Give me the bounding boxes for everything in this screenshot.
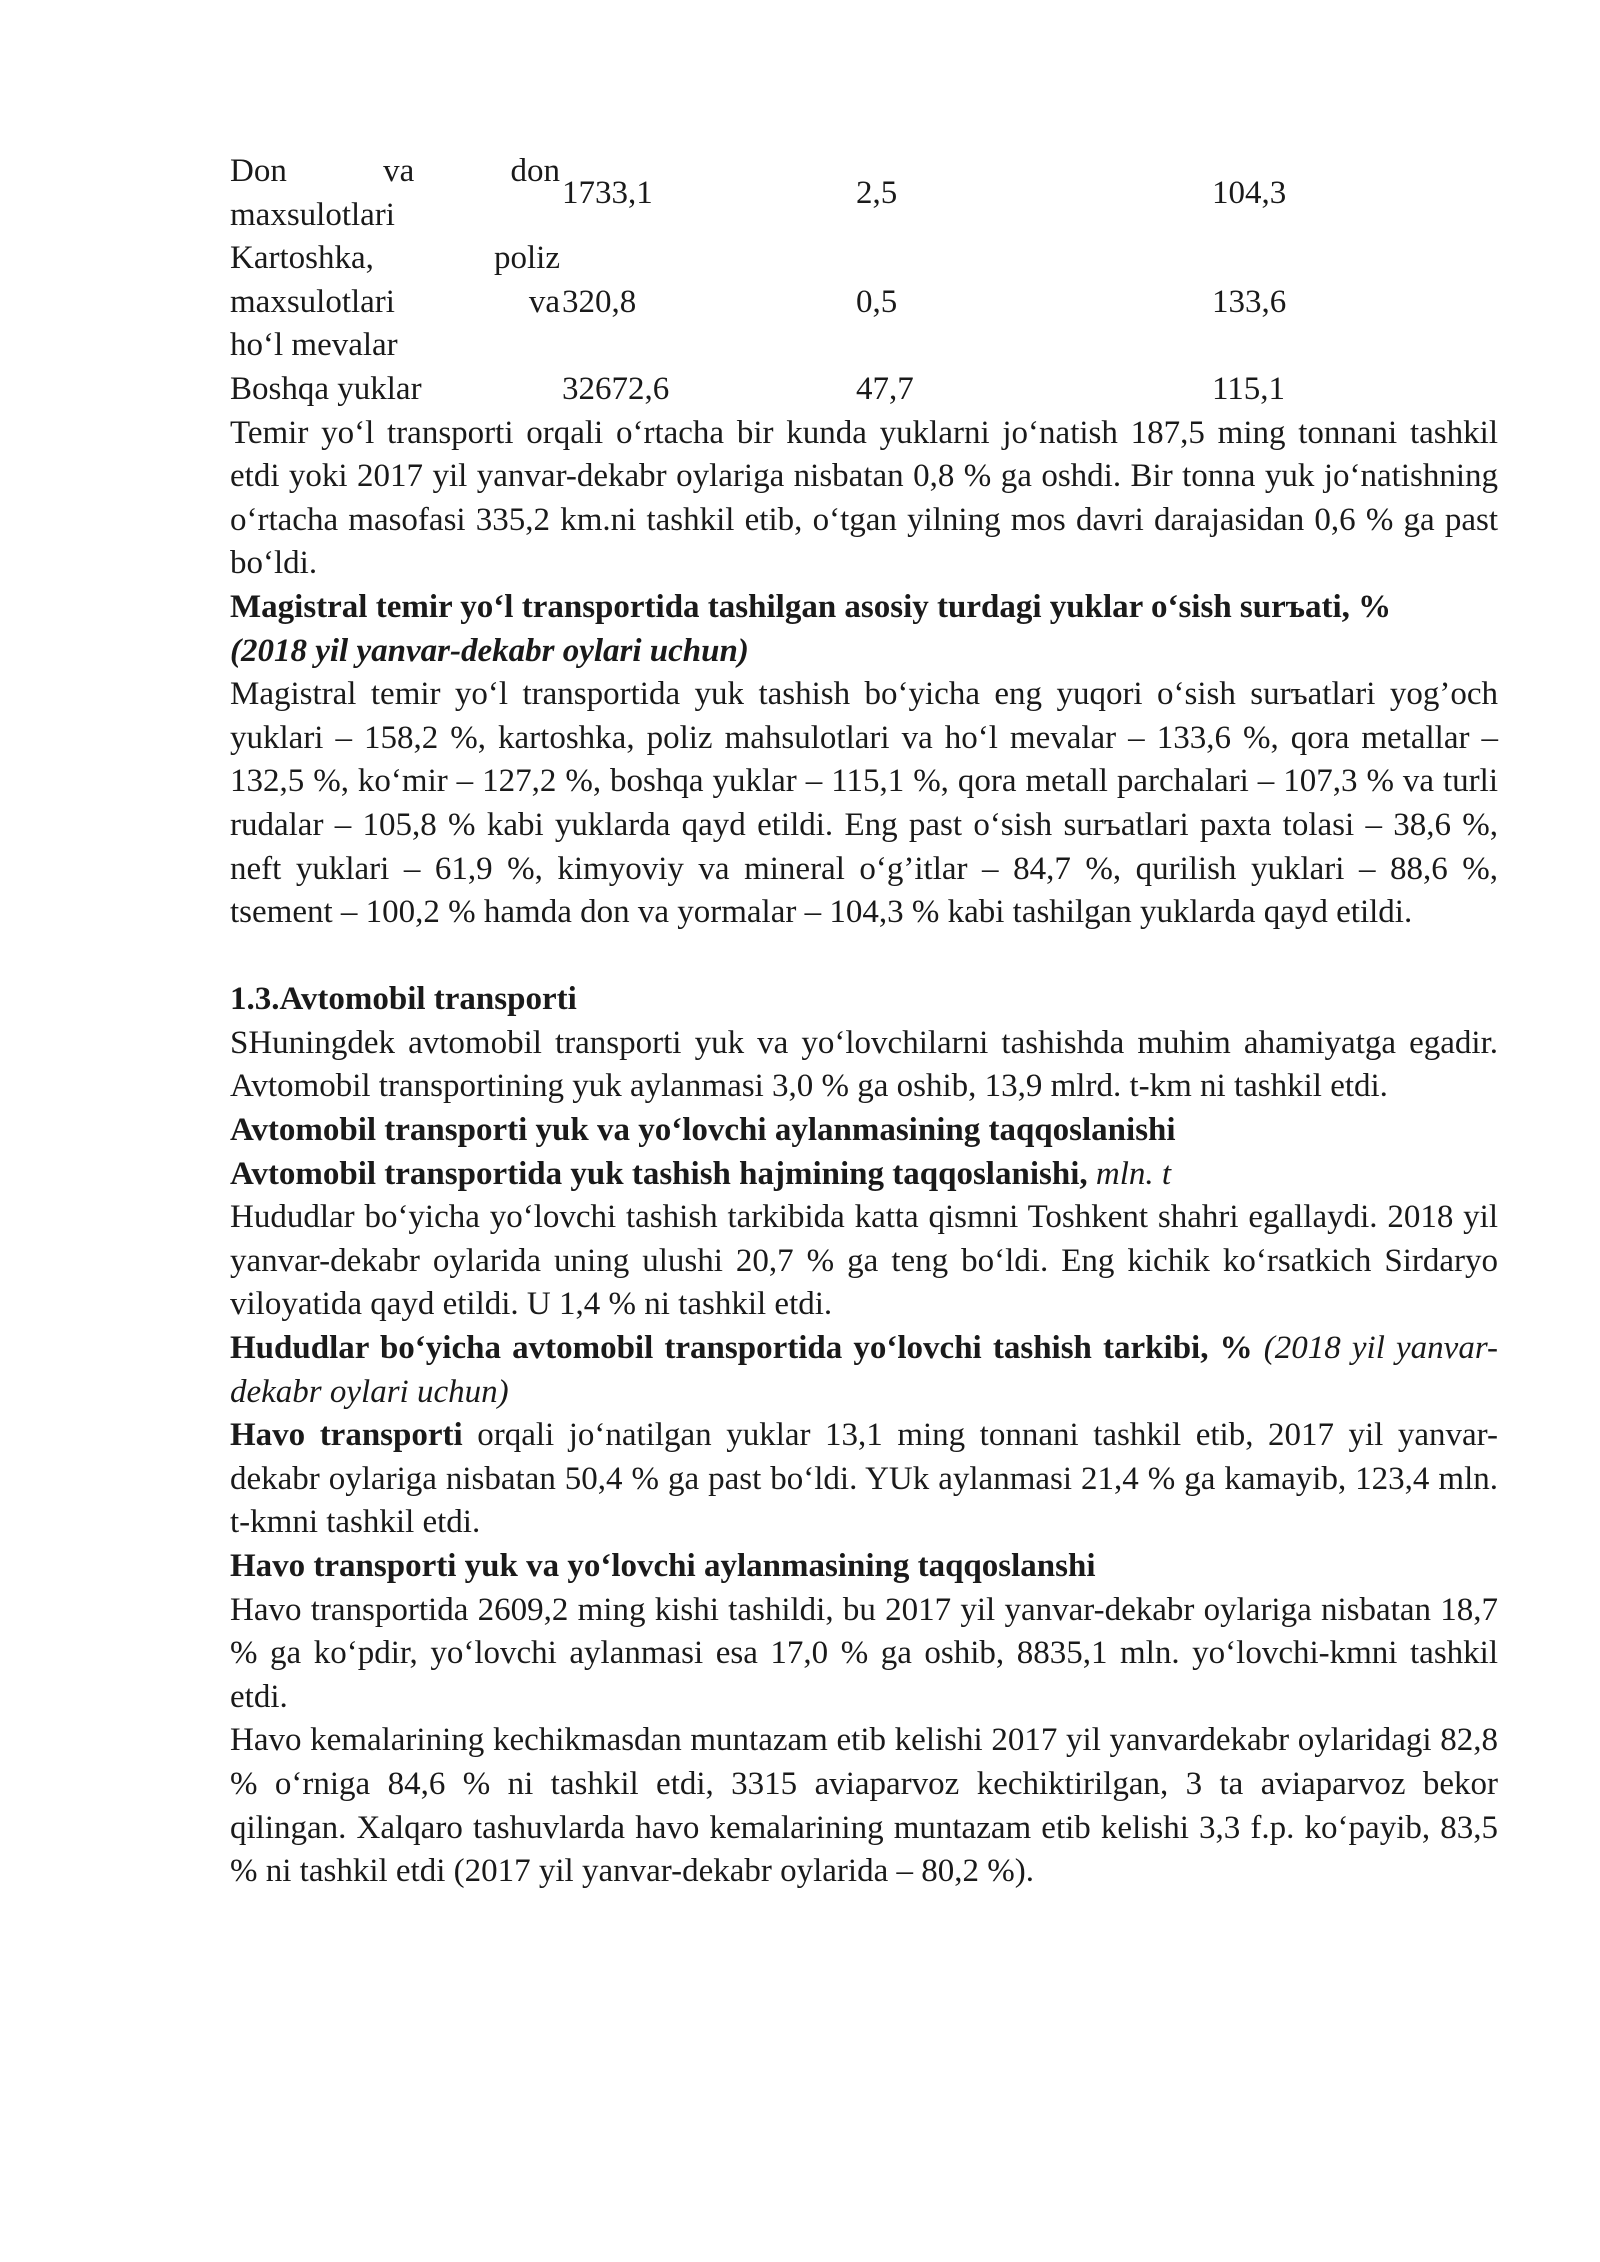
cargo-type-cell [230, 368, 562, 412]
air-transport-term: Havo transporti [230, 1417, 463, 1454]
cargo-type-line [230, 324, 560, 368]
heading-regional-structure [230, 1327, 1498, 1414]
heading-rail-growth-rates: Magistral temir yo‘l transportida tashilgan asosiy turdagi yuklar o‘sish surъati, % [230, 588, 1392, 625]
heading-road-volume-unit: mln. t [1087, 1155, 1172, 1192]
heading-road-volume-comparison [230, 1153, 1498, 1197]
cargo-type-line [230, 281, 560, 325]
paragraph-road-transport-intro: SHuningdek avtomobil transporti yuk va yo‘lovchilarni tashishda muhim ahamiyatga egadir. Avtomobil transportining yuk aylanmasi 3,0 % ga oshib, 13,9 mlrd. t-km ni tashkil etdi. [230, 1024, 1498, 1105]
heading-rail-growth-period: (2018 yil yanvar-dekabr oylari uchun) [230, 632, 749, 669]
section-title-road-transport: 1.3.Avtomobil transporti [230, 981, 577, 1018]
cargo-type-word: don [510, 153, 560, 189]
value-cell-v3: 133,6 [1212, 283, 1287, 320]
heading-regional-structure-period: (2018 yil yanvar-dekabr oylari uchun) [230, 1330, 1498, 1410]
cargo-type-cell [230, 237, 562, 368]
cargo-type-word: poliz [494, 240, 560, 277]
value-cell-v1: 1733,1 [562, 174, 653, 211]
paragraph-rail-growth-details: Magistral temir yo‘l transportida yuk tashish bo‘yicha eng yuqori o‘sish surъatlari yog’och yuklari – 158,2 %, kartoshka, poliz mahsulotlari va ho‘l mevalar – 133,6 %, qora metallar – 132,5 %, ko‘mir – 127,2 %, boshqa yuklar – 115,1 %, qora metall parchalari – 107,3 % va turli rudalar – 105,8 % kabi yuklarda qayd etildi. Eng past o‘sish surъatlari paxta tolasi – 38,6 %, neft yuklari – 61,9 %, kimyoviy va mineral o‘g’itlar – 84,7 %, qurilish yuklari – 88,6 %, tsement – 100,2 % hamda don va yormalar – 104,3 % kabi tashilgan yuklarda qayd etildi. [230, 676, 1498, 931]
cargo-type-word: Don [230, 153, 287, 189]
value-cell-v1: 320,8 [562, 283, 637, 320]
table-row [230, 368, 1350, 412]
cargo-type-line [230, 150, 560, 194]
value-cell-v3: 115,1 [1212, 370, 1286, 407]
cargo-type-cell [230, 150, 562, 237]
heading-regional-structure-text: Hududlar bo‘yicha avtomobil transportida yo‘lovchi tashish tarkibi, % [230, 1330, 1253, 1367]
cargo-table-body [230, 150, 1350, 412]
table-row [230, 237, 1350, 368]
value-cell-v3: 104,3 [1212, 174, 1287, 211]
document-page [230, 150, 1498, 1894]
air-cargo-text: orqali jo‘natilgan yuklar 13,1 ming tonnani tashkil etib, 2017 yil yanvar-dekabr oylariga nisbatan 50,4 % ga past bo‘ldi. YUk aylanmasi 21,4 % ga kamayib, 123,4 mln. t-kmni tashkil etdi. [230, 1417, 1498, 1541]
value-cell-v2: 2,5 [856, 174, 898, 211]
cargo-table [230, 150, 1350, 412]
value-cell-v1: 32672,6 [562, 370, 670, 407]
cargo-type-word: va [383, 153, 415, 189]
cargo-type-line [230, 237, 560, 281]
value-cell-v2: 0,5 [856, 283, 898, 320]
paragraph-air-passengers: Havo transportida 2609,2 ming kishi tashildi, bu 2017 yil yanvar-dekabr oylariga nisbatan 18,7 % ga ko‘pdir, yo‘lovchi aylanmasi esa 17,0 % ga oshib, 8835,1 mln. yo‘lovchi-kmni tashkil etdi. [230, 1591, 1498, 1715]
paragraph-air-cargo [230, 1414, 1498, 1545]
blank-line [230, 935, 1498, 979]
heading-road-turnover-comparison: Avtomobil transporti yuk va yo‘lovchi aylanmasining taqqoslanishi [230, 1112, 1176, 1149]
cargo-type-word: va [528, 283, 560, 320]
heading-air-turnover-comparison: Havo transporti yuk va yo‘lovchi aylanmasining taqqoslanshi [230, 1548, 1096, 1584]
cargo-type-word: maxsulotlari [230, 283, 395, 320]
table-row [230, 150, 1350, 237]
cargo-type-line [230, 368, 560, 412]
paragraph-air-punctuality: Havo kemalarining kechikmasdan muntazam etib kelishi 2017 yil yanvardekabr oylaridagi 82,8 % o‘rniga 84,6 % ni tashkil etdi, 3315 aviaparvoz kechiktirilgan, 3 ta aviaparvoz bekor qilingan. Xalqaro tashuvlarda havo kemalarining muntazam etib kelishi 3,3 f.p. ko‘payib, 83,5 % ni tashkil etdi (2017 yil yanvar-dekabr oylarida – 80,2 %). [230, 1722, 1498, 1890]
paragraph-regional-passengers: Hududlar bo‘yicha yo‘lovchi tashish tarkibida katta qismni Toshkent shahri egallaydi. 2018 yil yanvar-dekabr oylarida uning ulushi 20,7 % ga teng bo‘ldi. Eng kichik ko‘rsatkich Sirdaryo viloyatida qayd etildi. U 1,4 % ni tashkil etdi. [230, 1199, 1498, 1323]
cargo-type-line [230, 194, 560, 238]
heading-road-volume-text: Avtomobil transportida yuk tashish hajmining taqqoslanishi, [230, 1155, 1088, 1192]
value-cell-v2: 47,7 [856, 370, 914, 407]
paragraph-rail-daily-shipments: Temir yo‘l transporti orqali o‘rtacha bir kunda yuklarni jo‘natish 187,5 ming tonnani tashkil etdi yoki 2017 yil yanvar-dekabr oylariga nisbatan 0,8 % ga oshdi. Bir tonna yuk jo‘natishning o‘rtacha masofasi 335,2 km.ni tashkil etib, o‘tgan yilning mos davri darajasidan 0,6 % ga past bo‘ldi. [230, 414, 1498, 582]
cargo-type-word: Kartoshka, [230, 240, 374, 277]
cargo-type-word: maxsulotlari [230, 196, 395, 233]
cargo-type-word: Boshqa yuklar [230, 370, 422, 407]
cargo-type-word: ho‘l mevalar [230, 327, 398, 364]
